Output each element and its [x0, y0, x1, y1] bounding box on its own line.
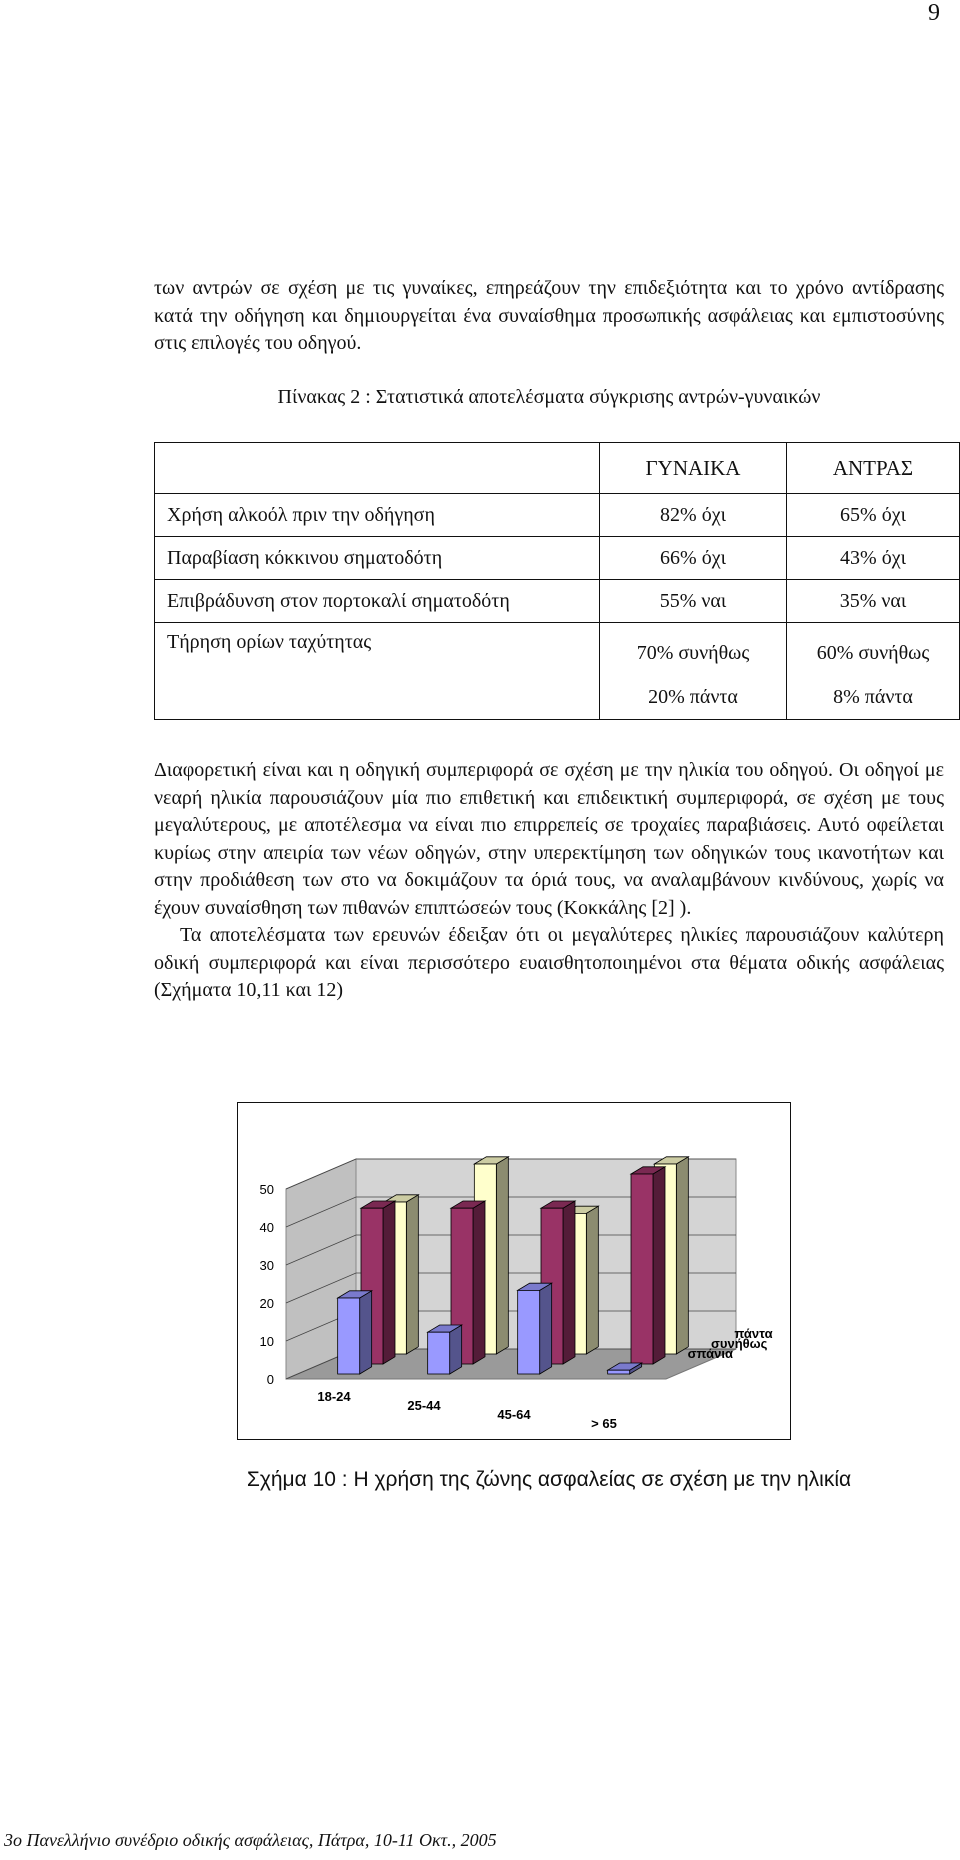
y-tick-label: 10 [259, 1334, 274, 1349]
figure-caption: Σχήμα 10 : Η χρήση της ζώνης ασφαλείας σε σχέση με την ηλικία [246, 1468, 852, 1491]
row-label: Παραβίαση κόκκινου σηματοδότη [155, 537, 600, 580]
x-category-label: 18-24 [317, 1389, 351, 1404]
row-label: Χρήση αλκοόλ πριν την οδήγηση [155, 494, 600, 537]
bar-side [540, 1283, 552, 1374]
paragraph-2 [154, 757, 944, 1005]
bar-side [586, 1206, 598, 1354]
bar-front [608, 1370, 630, 1374]
paragraph-2-part-b: Τα αποτελέσματα των ερευνών έδειξαν ότι οι μεγαλύτερες ηλικίες παρουσιάζουν καλύτερη οδική συμπεριφορά και είναι περισσότερο ευαισθητοποιημένοι στα θέματα οδικής ασφάλειας (Σχήματα 10,11 και 12) [154, 924, 944, 1001]
y-tick-label: 40 [259, 1220, 274, 1235]
y-tick-label: 50 [259, 1182, 274, 1197]
paragraph-2-part-a: Διαφορετική είναι και η οδηγική συμπεριφορά σε σχέση με την ηλικία του οδηγού. Οι οδηγοί με νεαρή ηλικία παρουσιάζουν μία πιο επιθετική και επιδεικτική συμπεριφορά, σε σχέση με τους μεγαλύτερους, με αποτέλεσμα να είναι πιο επιρρεπείς σε τροχαίες παραβιάσεις. Αυτό οφείλεται κυρίως στην απειρία των νέων οδηγών, στην υπερεκτίμηση των οδηγικών τους ικανοτήτων και στην προδιάθεση των στο να δοκιμάζουν τα όριά τους, να αναλαμβάνουν κινδύνους, χωρίς να έχουν συναίσθηση των πιθανών επιπτώσεών τους (Κοκκάλης [2] ). [154, 759, 944, 919]
bar-side [406, 1195, 418, 1354]
row-men-value: 65% όχι [787, 494, 960, 537]
bar-side [653, 1167, 665, 1364]
bar-side [383, 1201, 395, 1364]
table-caption: Πίνακας 2 : Στατιστικά αποτελέσματα σύγκρισης αντρών-γυναικών [277, 386, 821, 408]
row-label: Τήρηση ορίων ταχύτητας [155, 623, 600, 720]
series-label: σπάνια [687, 1346, 733, 1361]
table-row [155, 537, 960, 580]
table-row [155, 623, 960, 720]
x-category-label: 25-44 [407, 1398, 441, 1413]
bar-side [563, 1201, 575, 1364]
women-value-line-2: 20% πάντα [648, 686, 738, 708]
bar-side [496, 1157, 508, 1354]
row-women-value [600, 623, 787, 720]
row-men-value [787, 623, 960, 720]
women-value-line-1: 70% συνήθως [636, 642, 750, 664]
chart-frame [237, 1102, 791, 1440]
bar-front [338, 1298, 360, 1374]
row-label: Επιβράδυνση στον πορτοκαλί σηματοδότη [155, 580, 600, 623]
bar-front [428, 1332, 450, 1374]
series-label: πάντα [734, 1326, 773, 1341]
bar-side [360, 1291, 372, 1374]
paragraph-1: των αντρών σε σχέση με τις γυναίκες, επηρεάζουν την επιδεξιότητα και το χρόνο αντίδρασης κατά την οδήγηση και δημιουργείται ένα συναίσθημα προσωπικής ασφάλειας και εμπιστοσύνης στις επιλογές του οδηγού. [154, 277, 944, 354]
bar-front [518, 1290, 540, 1374]
table-row [155, 494, 960, 537]
table-header-row [155, 443, 960, 494]
bar-front [631, 1174, 653, 1364]
bar-side [676, 1157, 688, 1354]
row-women-value: 66% όχι [600, 537, 787, 580]
comparison-table [154, 442, 960, 720]
seatbelt-age-chart [238, 1103, 790, 1439]
table-header-women: ΓΥΝΑΙΚΑ [600, 443, 787, 494]
x-category-label: 45-64 [497, 1407, 531, 1422]
bar-side [450, 1325, 462, 1374]
y-tick-label: 0 [266, 1372, 274, 1387]
table-header-empty [155, 443, 600, 494]
footer: 3ο Πανελλήνιο συνέδριο οδικής ασφάλειας, Πάτρα, 10-11 Οκτ., 2005 [4, 1830, 497, 1850]
men-value-line-1: 60% συνήθως [816, 642, 930, 664]
row-men-value: 35% ναι [787, 580, 960, 623]
row-women-value: 55% ναι [600, 580, 787, 623]
bar-side [473, 1201, 485, 1364]
men-value-line-2: 8% πάντα [833, 686, 913, 708]
page-number: 9 [928, 0, 940, 26]
x-category-label: > 65 [591, 1416, 617, 1431]
series-label: συνήθως [711, 1336, 768, 1351]
row-men-value: 43% όχι [787, 537, 960, 580]
table-header-men: ΑΝΤΡΑΣ [787, 443, 960, 494]
row-women-value: 82% όχι [600, 494, 787, 537]
table-row [155, 580, 960, 623]
y-tick-label: 20 [259, 1296, 274, 1311]
y-tick-label: 30 [259, 1258, 274, 1273]
